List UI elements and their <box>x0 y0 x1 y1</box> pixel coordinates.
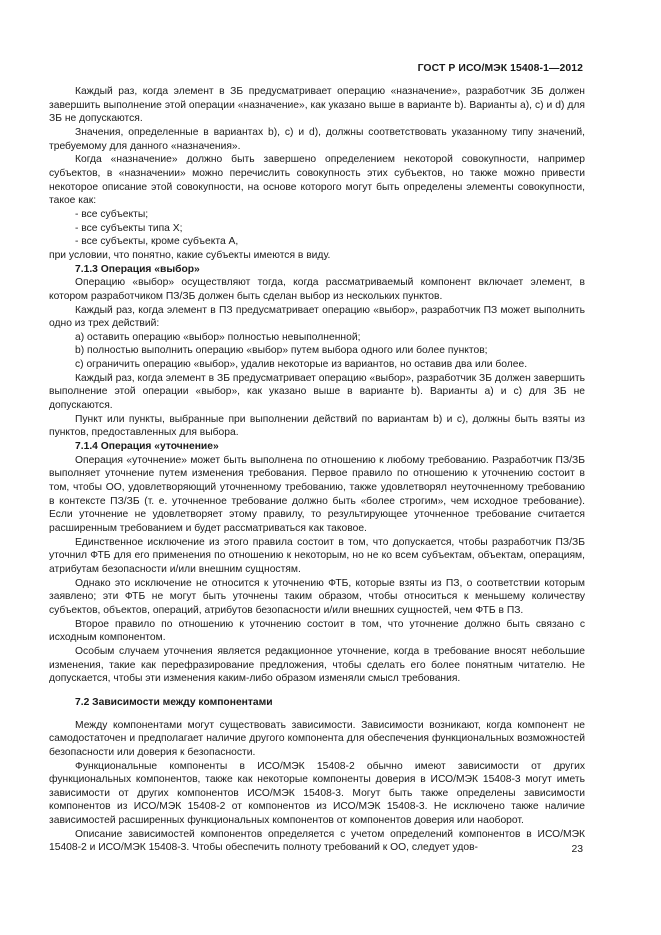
list-item: b) полностью выполнить операцию «выбор» путем выбора одного или более пунктов; <box>75 345 488 357</box>
paragraph: Когда «назначение» должно быть завершено определением некоторой совокупности, например субъектов, в «назначении» можно перечислить совокупность этих субъектов, но также можно привести некоторое описание этой совокупности, на основе которого могут быть определены элементы совокупности, такое как: <box>49 154 585 207</box>
paragraph: Описание зависимостей компонентов определяется с учетом определений компонентов в ИСО/МЭК 15408-2 и ИСО/МЭК 15408-3. Чтобы обеспечить полноту требований к ОО, следует удов- <box>49 828 585 854</box>
paragraph: Каждый раз, когда элемент в ЗБ предусматривает операцию «выбор», разработчик ЗБ должен завершить выполнение этой операции «выбор», как указано выше в варианте b). Варианты a) и c) для ЗБ не допускаются. <box>49 372 585 412</box>
list-item: c) ограничить операцию «выбор», удалив некоторые из вариантов, но оставив два или более. <box>75 359 528 371</box>
paragraph: Единственное исключение из этого правила состоит в том, что допускается, чтобы разработчик ПЗ/ЗБ уточнил ФТБ для его применения по отношению к некоторым, но не ко всем субъектам, объектам, операциям, атрибутам безопасности и/или внешним сущностям. <box>49 536 585 575</box>
paragraph: Между компонентами могут существовать зависимости. Зависимости возникают, когда компонент не самодостаточен и предполагает наличие другого компонента для обеспечения функциональных возможностей безопасности или доверия к безопасности. <box>49 719 585 758</box>
list-item: - все субъекты; <box>75 208 149 220</box>
paragraph: Значения, определенные в вариантах b), c) и d), должны соответствовать указанному типу значений, требуемому для данного «назначения». <box>49 126 585 152</box>
subsection-heading: 7.1.4 Операция «уточнение» <box>75 441 219 453</box>
paragraph: Каждый раз, когда элемент в ЗБ предусматривает операцию «назначение», разработчик ЗБ должен завершить выполнение этой операции «назначение», как указано выше в варианте b). Варианты a), c) и d) для ЗБ не допускаются. <box>49 86 585 125</box>
list-item: - все субъекты, кроме субъекта A, <box>75 236 239 248</box>
paragraph: Пункт или пункты, выбранные при выполнении действий по вариантам b) и c), должны быть взяты из пунктов, предоставленных для выбора. <box>49 413 585 439</box>
list-item: - все субъекты типа X; <box>75 222 183 234</box>
paragraph: при условии, что понятно, какие субъекты имеются в виду. <box>49 249 331 261</box>
paragraph: Каждый раз, когда элемент в ПЗ предусматривает операцию «выбор», разработчик ПЗ может выполнить одно из трех действий: <box>49 304 585 330</box>
paragraph: Операция «уточнение» может быть выполнена по отношению к любому требованию. Разработчик ПЗ/ЗБ выполняет уточнение путем изменения требования. Первое правило по отношению к уточнению состоит в том, чтобы ОО, удовлетворяющий уточненному требованию, также удовлетворял неуточненному требованию в контексте ПЗ/ЗБ (т. е. уточненное требование должно быть «более строгим», чем исходное требование). Если уточнение не удовлетворяет этому правилу, то результирующее уточненное требование считается расширенным требованием и будет рассматриваться как таковое. <box>49 454 585 534</box>
section-heading: 7.2 Зависимости между компонентами <box>75 696 273 708</box>
paragraph: Функциональные компоненты в ИСО/МЭК 15408-2 обычно имеют зависимости от других функциональных компонентов, также как некоторые компоненты доверия в ИСО/МЭК 15408-3 могут иметь зависимости от других компонентов ИСО/МЭК 15408-3. Могут быть также определены зависимости компонентов из ИСО/МЭК 15408-2 от компонентов из ИСО/МЭК 15408-3. Не исключено также наличие зависимостей расширенных функциональных компонентов от компонентов доверия или наоборот. <box>49 760 585 827</box>
paragraph: Особым случаем уточнения является редакционное уточнение, когда в требование вносят небольшие изменения, такие как перефразирование предложения, чтобы сделать его более понятным читателю. Не допускается, чтобы эти изменения каким-либо образом изменяли смысл требования. <box>49 645 585 685</box>
running-header: ГОСТ Р ИСО/МЭК 15408-1—2012 <box>417 63 583 74</box>
subsection-heading: 7.1.3 Операция «выбор» <box>75 263 200 275</box>
page-body <box>49 85 585 855</box>
paragraph: Операцию «выбор» осуществляют тогда, когда рассматриваемый компонент включает элемент, в котором разработчиком ПЗ/ЗБ должен быть сделан выбор из нескольких пунктов. <box>49 277 585 302</box>
list-item: a) оставить операцию «выбор» полностью невыполненной; <box>75 331 361 343</box>
paragraph: Однако это исключение не относится к уточнению ФТБ, которые взяты из ПЗ, о соответствии которым заявлено; эти ФТБ не могут быть уточнены таким образом, чтобы относиться к меньшему количеству субъектов, объектов, операций, атрибутов безопасности и/или внешних сущностей, чем ФТБ в ПЗ. <box>49 577 585 616</box>
page-number: 23 <box>571 844 583 855</box>
paragraph: Второе правило по отношению к уточнению состоит в том, что уточнение должно быть связано с исходным компонентом. <box>49 618 585 644</box>
